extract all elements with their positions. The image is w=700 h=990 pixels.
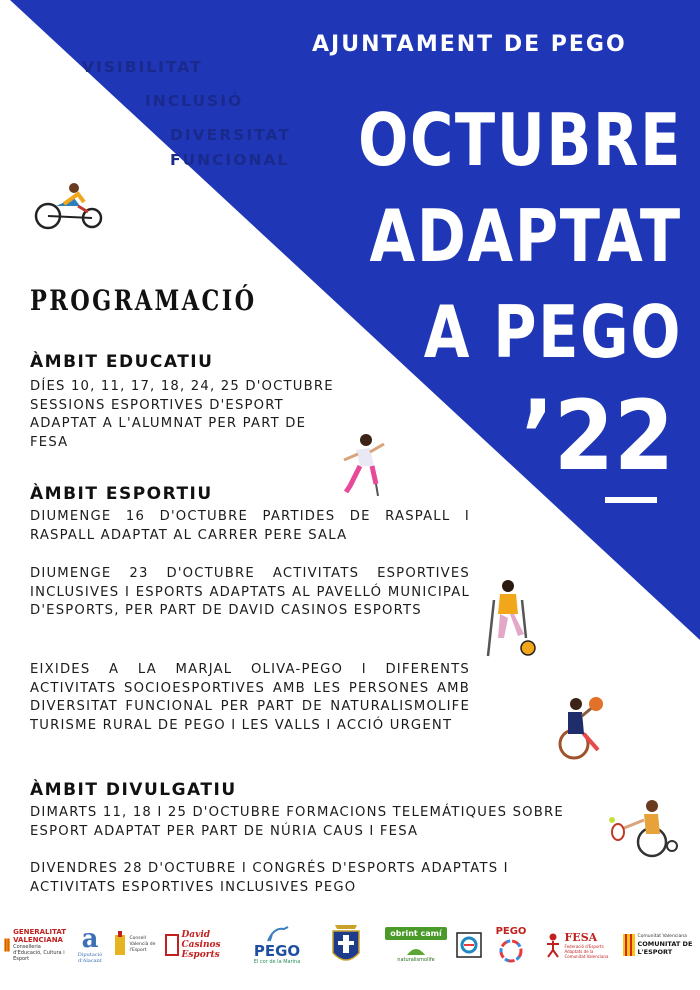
- keyword-inclusio: INCLUSIÓ: [145, 92, 244, 110]
- logo-consell-esport: [112, 920, 160, 970]
- logo-david-casinos: [164, 920, 244, 970]
- section-esportiu-paragraph-2: DIUMENGE 23 D'OCTUBRE ACTIVITATS ESPORTIVES INCLUSIVES I ESPORTS ADAPTATS AL PAVELLÓ MUNICIPAL D'ESPORTS, PER PART DE DAVID CASINOS ESPORTS: [30, 566, 470, 618]
- logo-comunitat-esport: [622, 920, 694, 970]
- logo-david-casinos-name: David Casinos Esports: [181, 930, 221, 960]
- logo-fesa: [542, 920, 616, 970]
- keyword-visibilitat: VISIBILITAT: [82, 58, 203, 76]
- section-esportiu-paragraph-3: EIXIDES A LA MARJAL OLIVA-PEGO I DIFERENTS ACTIVITATS SOCIOESPORTIVES AMB LES PERSONES AMB DIVERSITAT FUNCIONAL PER PART DE NATURALISMOLIFE TURISME RURAL DE PEGO I LES VALLS I ACCIÓ URGENT: [30, 662, 470, 733]
- logo-consell-name: Consell Valencià de l'Esport: [129, 936, 156, 953]
- logo-pego-tourism-name: PEGO: [253, 942, 301, 960]
- david-casinos-mark-icon: [165, 934, 179, 956]
- logo-gva-name: GENERALITAT VALENCIANA: [13, 928, 66, 944]
- senyera-icon: [4, 930, 10, 960]
- year-underline: [605, 497, 657, 503]
- title-line-octubre: OCTUBRE: [357, 98, 682, 182]
- logo-pego-sports-name: PEGO: [495, 925, 527, 937]
- logo-pego-tourism: [250, 920, 304, 970]
- logo-alacant-name: Diputació d'Alacant: [77, 952, 103, 964]
- logo-diputacio-alacant: [72, 920, 108, 970]
- wheelchair-basketball-icon: [554, 694, 610, 760]
- logo-accio-urgent: [454, 920, 484, 970]
- logo-alacant-mark-icon: a: [81, 924, 99, 954]
- program-heading: PROGRAMACIÓ: [30, 284, 257, 317]
- logo-fesa-name: FESA: [564, 930, 598, 944]
- runner-prosthetic-icon: [340, 432, 390, 502]
- logo-pego-sports: [490, 920, 532, 970]
- keyword-funcional: FUNCIONAL: [170, 151, 290, 169]
- logo-pego-tourism-sub: El cor de la Marina: [253, 959, 301, 965]
- logo-comunitat-name: Comunitat Valenciana: [637, 934, 687, 939]
- title-line-adaptat: ADAPTAT: [369, 194, 682, 278]
- title-year: ’22: [520, 380, 674, 492]
- coat-of-arms-icon: [329, 921, 363, 969]
- organization-name: AJUNTAMENT DE PEGO: [312, 32, 627, 57]
- wheelchair-racer-icon: [34, 176, 106, 232]
- crutch-football-player-icon: [484, 578, 540, 658]
- section-divulgatiu-paragraph-1: DIMARTS 11, 18 I 25 D'OCTUBRE FORMACIONS TELEMÁTIQUES SOBRE ESPORT ADAPTAT PER PART DE NÚRIA CAUS I FESA: [30, 805, 564, 839]
- logo-naturalismolife-name: naturalismolife: [397, 957, 435, 963]
- leaf-icon: [405, 943, 427, 957]
- wheelchair-tennis-icon: [608, 798, 680, 860]
- section-divulgatiu-paragraph-2: DIVENDRES 28 D'OCTUBRE I CONGRÉS D'ESPORTS ADAPTATS I ACTIVITATS ESPORTIVES INCLUSIVES PEGO: [30, 861, 509, 895]
- section-educatiu-paragraph: DÍES 10, 11, 17, 18, 24, 25 D'OCTUBRE SESSIONS ESPORTIVES D'ESPORT ADAPTAT A L'ALUMNAT PER PART DE FESA: [30, 379, 334, 450]
- comunitat-flag-icon: [623, 934, 635, 956]
- section-esportiu-paragraph-1: DIUMENGE 16 D'OCTUBRE PARTIDES DE RASPALL I RASPALL ADAPTAT AL CARRER PERE SALA: [30, 509, 470, 543]
- keyword-diversitat: DIVERSITAT: [170, 126, 291, 144]
- accio-urgent-mark-icon: [456, 932, 482, 958]
- consell-crest-icon: [113, 931, 127, 959]
- logo-generalitat-valenciana: [4, 920, 66, 970]
- colorful-circle-icon: [497, 937, 525, 965]
- logo-obrint-cami-name: obrint camí: [385, 927, 446, 940]
- logo-fesa-sub: Federació d'Esports Adaptats de la Comunitat Valenciana: [564, 943, 609, 959]
- logo-gva-sub: Conselleria d'Educació, Cultura i Esport: [13, 944, 65, 962]
- title-line-a-pego: A PEGO: [423, 290, 682, 374]
- logo-obrint-cami: [384, 920, 448, 970]
- section-heading-divulgatiu: ÀMBIT DIVULGATIU: [30, 780, 237, 800]
- logo-pego-coat-of-arms: [326, 920, 366, 970]
- section-heading-educatiu: ÀMBIT EDUCATIU: [30, 352, 214, 372]
- fesa-figure-icon: [544, 932, 562, 958]
- heron-icon: [264, 925, 290, 943]
- logo-comunitat-sub: COMUNITAT DE L'ESPORT: [637, 940, 693, 956]
- section-heading-esportiu: ÀMBIT ESPORTIU: [30, 484, 213, 504]
